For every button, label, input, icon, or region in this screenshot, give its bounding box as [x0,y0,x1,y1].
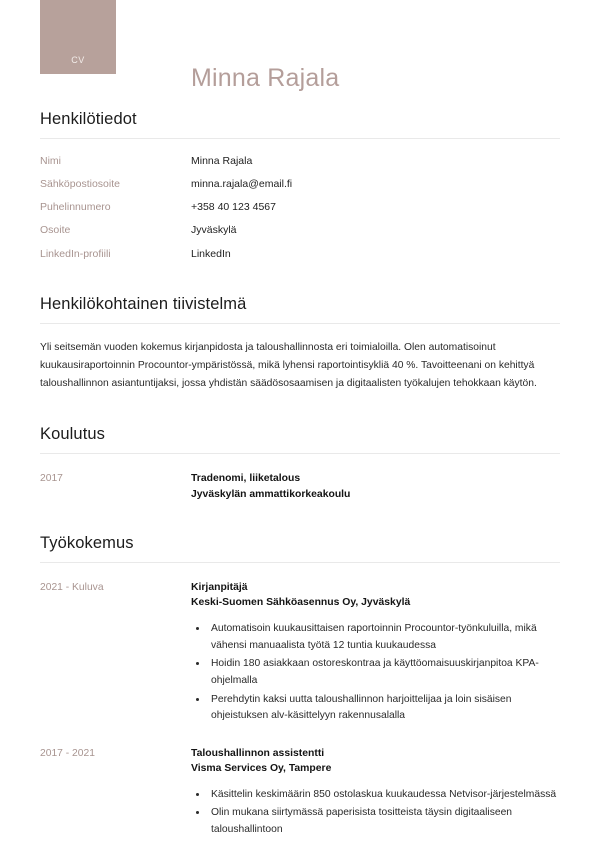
section-heading-work: Työkokemus [40,534,134,553]
entry-organization: Jyväskylän ammattikorkeakoulu [191,488,351,500]
entry-bullet-list [191,621,560,725]
section-heading-personal: Henkilötiedot [40,110,137,128]
info-value-email: minna.rajala@email.fi [191,178,293,191]
entry-title: Tradenomi, liiketalous [191,473,301,485]
summary-body [40,324,560,392]
personal-details-list [40,139,560,261]
entry-body [191,746,560,841]
list-item: • Käsittelin keskimäärin 850 ostolaskua kuukaudessa Netvisor-järjestelmässä [208,787,560,804]
section-work-experience [0,534,600,841]
info-label-phone: Puhelinnumero [40,201,111,214]
list-item [40,224,560,238]
info-label-email: Sähköpostiosoite [40,178,120,191]
list-item [40,155,560,169]
work-entries [40,563,560,841]
page-title: Minna Rajala [191,63,340,92]
section-personal-summary [0,295,600,392]
cv-badge [40,0,116,74]
list-item: • Olin mukana siirtymässä paperisista tositteista täysin digitaaliseen taloushallintoon [208,805,560,838]
list-item [40,471,560,502]
list-item: • Automatisoin kuukausittaisen raportoinnin Procountor-työnkuluilla, mikä vähensi manuaalista työtä 12 tuntia kuukaudessa [208,621,560,654]
table-row [40,746,560,841]
section-education [0,425,600,502]
section-heading-summary: Henkilökohtainen tiivistelmä [40,295,247,314]
section-heading-education: Koulutus [40,425,106,444]
cv-header [0,0,600,100]
info-value-address: Jyväskylä [191,224,237,237]
info-label-linkedin: LinkedIn-profiili [40,247,111,260]
entry-body [191,580,560,727]
education-entries [40,454,560,502]
cv-badge-label: CV [71,55,85,65]
entry-title: Taloushallinnon assistentti [191,747,325,759]
entry-bullet-list [191,787,560,839]
entry-body [191,471,560,502]
list-item [40,178,560,192]
info-label-address: Osoite [40,224,71,237]
section-personal-details [0,110,600,261]
summary-text: Yli seitsemän vuoden kokemus kirjanpidosta ja taloushallinnosta eri toimialoilla. Olen automatisoinut kuukausiraportoinnin Procountor-ympäristössä, mikä lyhensi raportointisykliä 40 %. Tavoitteenani on kehittyä taloushallinnon asiantuntijaksi, jossa yhdistän säädösosaamisen ja digitaalisten työkalujen tehokkaan käytön. [40,342,537,389]
info-value-phone: +358 40 123 4567 [191,201,276,214]
list-item: • Perehdytin kaksi uutta taloushallinnon harjoittelijaa ja loin sisäisen ohjeistuksen alv-käsittelyyn rakennusalalla [208,692,560,725]
entry-organization: Keski-Suomen Sähköasennus Oy, Jyväskylä [191,597,411,609]
list-item [40,201,560,215]
entry-date: 2021 - Kuluva [40,582,104,594]
entry-title: Kirjanpitäjä [191,582,248,594]
info-value-linkedin[interactable]: LinkedIn [191,247,231,260]
list-item: • Hoidin 180 asiakkaan ostoreskontraa ja käyttöomaisuuskirjanpitoa KPA-ohjelmalla [208,656,560,689]
table-row [40,580,560,727]
info-label-name: Nimi [40,155,61,167]
entry-date: 2017 [40,473,63,485]
entry-date: 2017 - 2021 [40,747,95,759]
info-value-name: Minna Rajala [191,155,253,167]
entry-organization: Visma Services Oy, Tampere [191,763,332,775]
list-item [40,248,560,262]
